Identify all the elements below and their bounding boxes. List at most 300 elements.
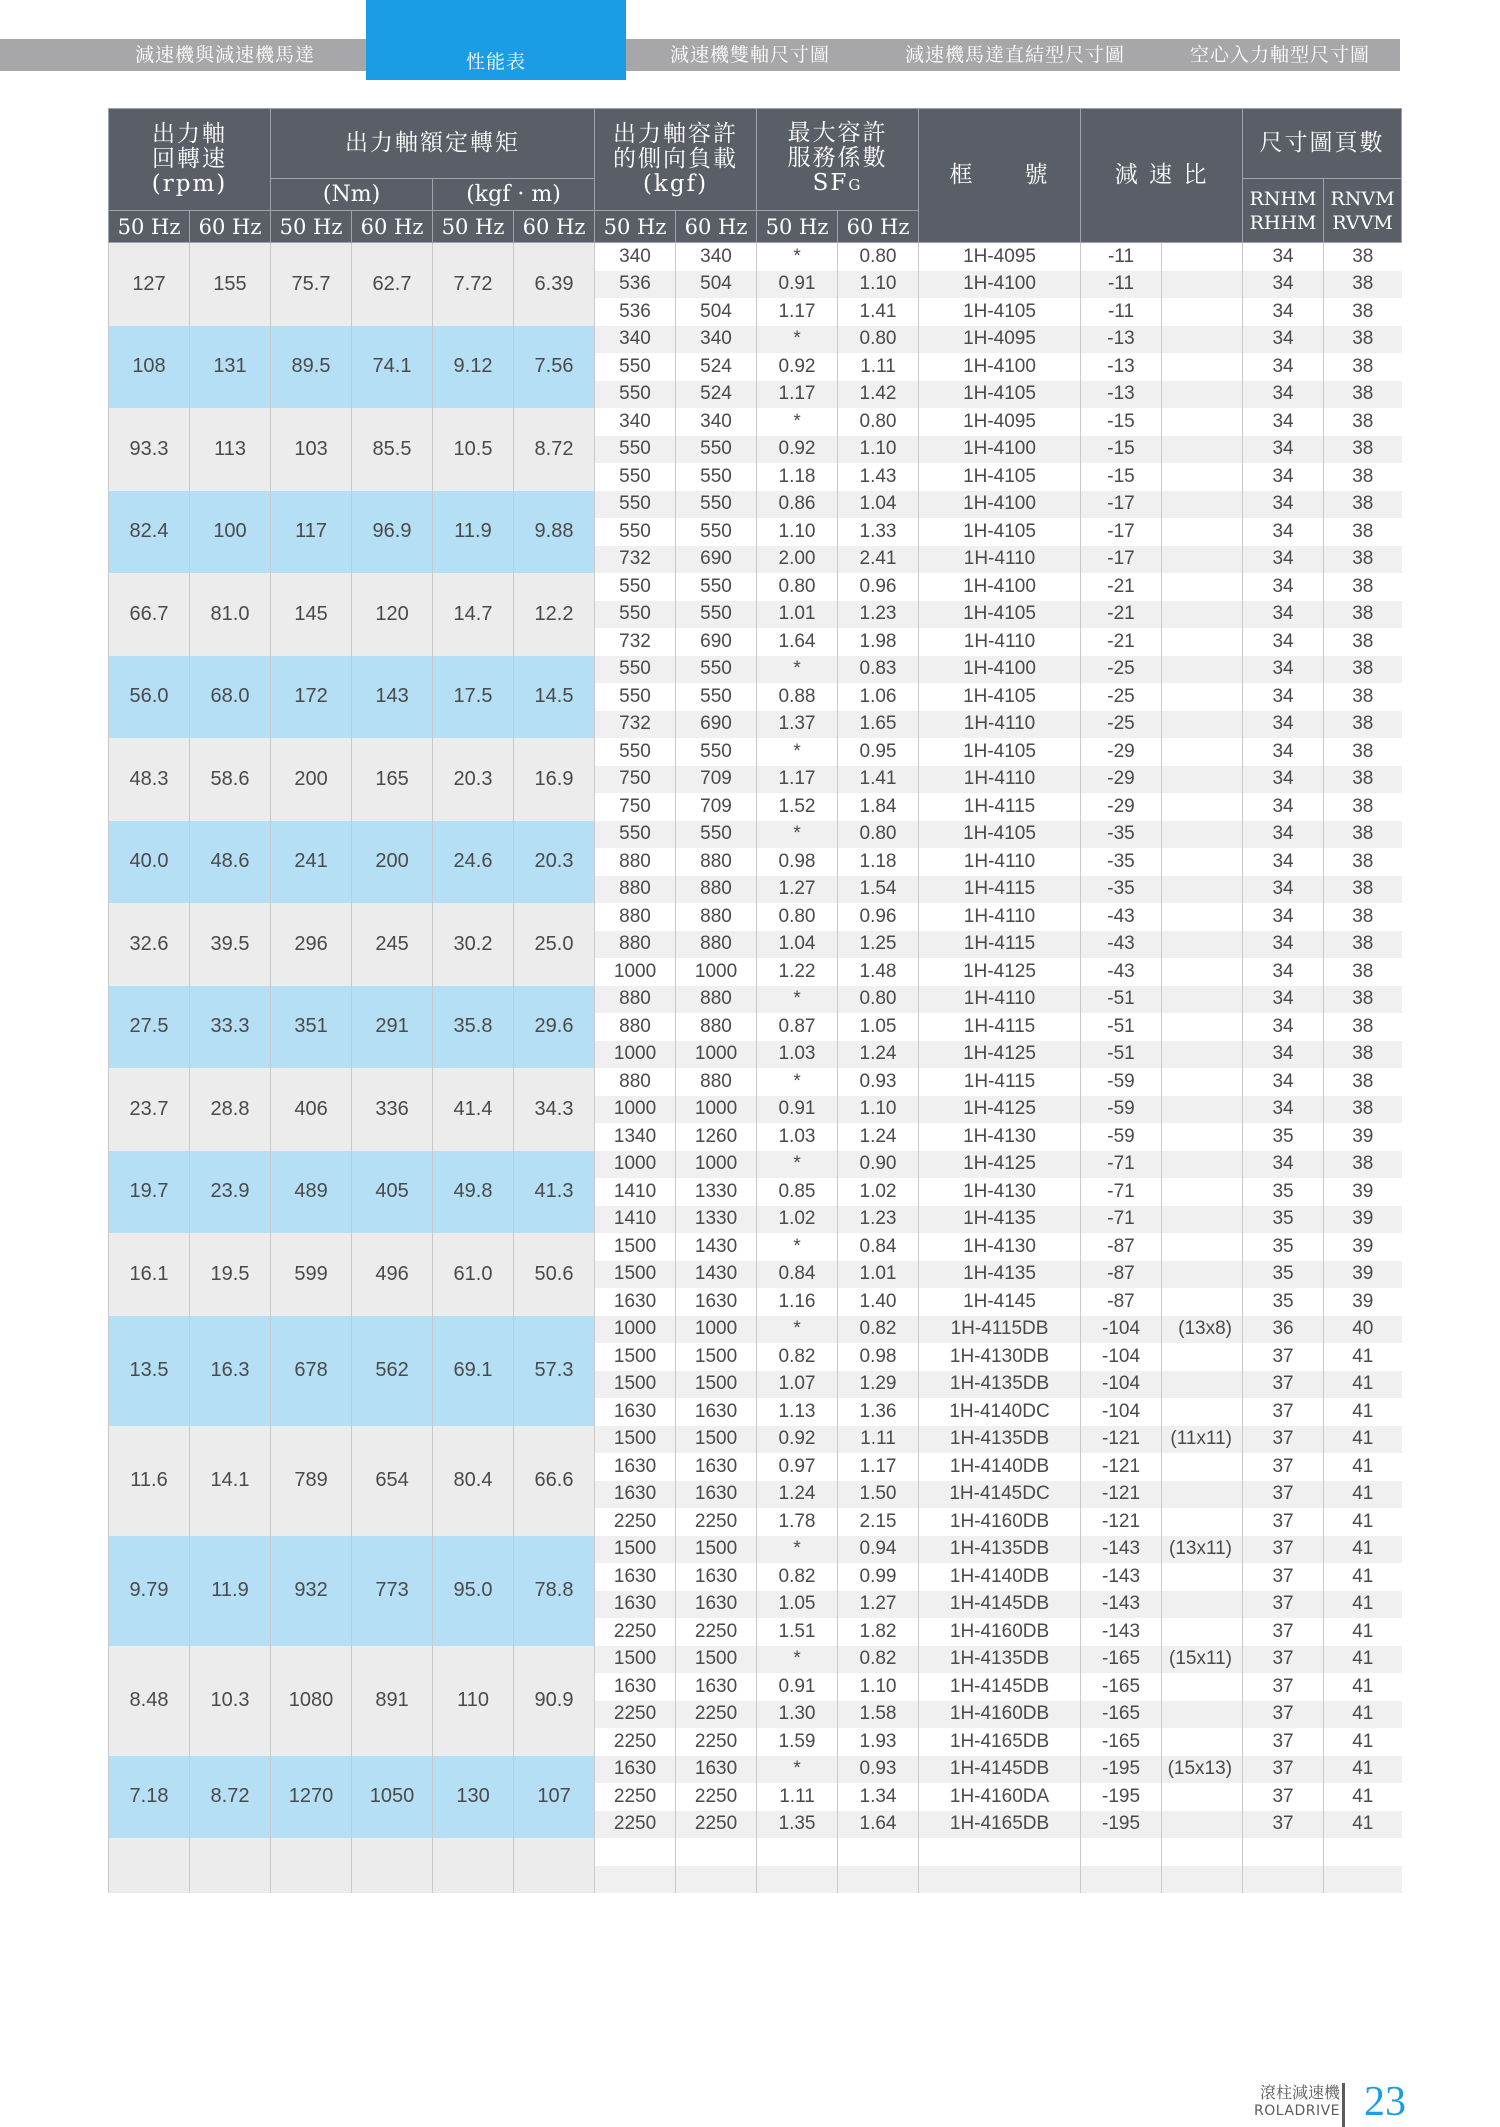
page-horizontal-cell: 34 — [1243, 573, 1324, 601]
sf-60hz-cell: 1.25 — [838, 931, 919, 959]
sf-50hz-cell: * — [757, 1068, 838, 1096]
page-vertical-cell: 38 — [1324, 738, 1402, 766]
sf-50hz-cell: 1.17 — [757, 766, 838, 794]
frame-number-cell: 1H-4115DB — [919, 1316, 1081, 1344]
load-50hz-cell: 880 — [595, 931, 676, 959]
torque-kgf-50hz-cell: 110 — [433, 1646, 514, 1756]
frame-number-cell: 1H-4160DB — [919, 1701, 1081, 1729]
ratio-cell: -195 — [1081, 1783, 1162, 1811]
load-50hz-cell: 880 — [595, 986, 676, 1014]
empty-cell — [109, 1838, 190, 1866]
ratio-cell: -11 — [1081, 271, 1162, 299]
load-60hz-cell: 340 — [676, 408, 757, 436]
speed-50hz-cell: 7.18 — [109, 1756, 190, 1839]
frame-number-cell: 1H-4125 — [919, 1151, 1081, 1179]
page-horizontal-cell: 34 — [1243, 546, 1324, 574]
sf-60hz-cell: 1.10 — [838, 436, 919, 464]
sf-60hz-cell: 1.50 — [838, 1481, 919, 1509]
torque-kgf-50hz-cell: 14.7 — [433, 573, 514, 656]
ratio-note-cell — [1162, 518, 1243, 546]
page-horizontal-cell: 37 — [1243, 1591, 1324, 1619]
ratio-cell: -195 — [1081, 1756, 1162, 1784]
speed-60hz-cell: 113 — [190, 408, 271, 491]
sf-60hz-cell: 1.36 — [838, 1398, 919, 1426]
empty-cell — [433, 1866, 514, 1894]
load-50hz-cell: 340 — [595, 326, 676, 354]
page-horizontal-cell: 34 — [1243, 601, 1324, 629]
tab-hollow-input-dimensions[interactable]: 空心入力軸型尺寸圖 — [1189, 44, 1370, 66]
ratio-cell: -15 — [1081, 463, 1162, 491]
page-horizontal-cell: 34 — [1243, 436, 1324, 464]
brand-chinese: 滾柱減速機 — [1260, 2083, 1341, 2102]
ratio-note-cell — [1162, 903, 1243, 931]
load-60hz-header: 60 Hz — [676, 211, 757, 243]
torque-nm-50hz-cell: 117 — [271, 491, 352, 574]
empty-cell — [757, 1838, 838, 1866]
load-60hz-cell: 550 — [676, 573, 757, 601]
load-60hz-cell: 690 — [676, 711, 757, 739]
torque-kgf-50hz-cell: 24.6 — [433, 821, 514, 904]
load-50hz-cell: 1630 — [595, 1288, 676, 1316]
page-horizontal-cell: 37 — [1243, 1426, 1324, 1454]
page-vertical-cell: 41 — [1324, 1673, 1402, 1701]
torque-kgf-60hz-cell: 12.2 — [514, 573, 595, 656]
ratio-note-cell — [1162, 1178, 1243, 1206]
load-60hz-cell: 880 — [676, 1068, 757, 1096]
load-50hz-cell: 550 — [595, 601, 676, 629]
page-horizontal-cell: 34 — [1243, 821, 1324, 849]
sf-60hz-cell: 1.41 — [838, 298, 919, 326]
speed-60hz-cell: 28.8 — [190, 1068, 271, 1151]
sf-50hz-cell: 1.07 — [757, 1371, 838, 1399]
sf-50hz-cell: 1.52 — [757, 793, 838, 821]
torque-nm-60hz-cell: 562 — [352, 1316, 433, 1426]
page-horizontal-cell: 34 — [1243, 848, 1324, 876]
page-horizontal-cell: 34 — [1243, 1068, 1324, 1096]
page-vertical-cell: 38 — [1324, 931, 1402, 959]
load-60hz-cell: 1630 — [676, 1288, 757, 1316]
ratio-note-cell — [1162, 573, 1243, 601]
ratio-note-cell — [1162, 1481, 1243, 1509]
load-60hz-cell: 550 — [676, 738, 757, 766]
torque-nm-60hz-cell: 165 — [352, 738, 433, 821]
ratio-cell: -165 — [1081, 1646, 1162, 1674]
sf-60hz-cell: 1.23 — [838, 1206, 919, 1234]
frame-number-cell: 1H-4130DB — [919, 1343, 1081, 1371]
page-horizontal-cell: 36 — [1243, 1316, 1324, 1344]
load-60hz-cell: 690 — [676, 546, 757, 574]
frame-number-cell: 1H-4100 — [919, 573, 1081, 601]
sf-50hz-cell: * — [757, 1756, 838, 1784]
page-vertical-cell: 38 — [1324, 1151, 1402, 1179]
page-vertical-cell: 41 — [1324, 1508, 1402, 1536]
page-horizontal-cell: 34 — [1243, 1013, 1324, 1041]
torque-kgf-50hz-cell: 130 — [433, 1756, 514, 1839]
torque-kgf-50hz-cell: 10.5 — [433, 408, 514, 491]
sf-60hz-cell: 0.96 — [838, 573, 919, 601]
page-vertical-cell: 41 — [1324, 1646, 1402, 1674]
ratio-cell: -104 — [1081, 1316, 1162, 1344]
frame-number-cell: 1H-4140DC — [919, 1398, 1081, 1426]
page-horizontal-cell: 34 — [1243, 986, 1324, 1014]
page-vertical-cell: 41 — [1324, 1563, 1402, 1591]
sf-60hz-cell: 0.98 — [838, 1343, 919, 1371]
torque-nm-60hz-cell: 200 — [352, 821, 433, 904]
page-horizontal-cell: 37 — [1243, 1481, 1324, 1509]
load-50hz-cell: 1500 — [595, 1646, 676, 1674]
frame-number-cell: 1H-4160DA — [919, 1783, 1081, 1811]
sf-50hz-cell: * — [757, 1316, 838, 1344]
frame-number-cell: 1H-4100 — [919, 656, 1081, 684]
sf-60hz-cell: 1.82 — [838, 1618, 919, 1646]
table-row — [109, 243, 1402, 271]
frame-number-cell: 1H-4125 — [919, 958, 1081, 986]
frame-number-cell: 1H-4105 — [919, 463, 1081, 491]
page-vertical-cell: 38 — [1324, 1096, 1402, 1124]
frame-number-cell: 1H-4110 — [919, 986, 1081, 1014]
ratio-cell: -17 — [1081, 491, 1162, 519]
load-50hz-cell: 1500 — [595, 1371, 676, 1399]
frame-number-cell: 1H-4140DB — [919, 1563, 1081, 1591]
sf-50hz-cell: * — [757, 326, 838, 354]
speed-50hz-cell: 16.1 — [109, 1233, 190, 1316]
page-horizontal-cell: 37 — [1243, 1728, 1324, 1756]
ratio-note-cell: (15x13) — [1162, 1756, 1243, 1784]
speed-50hz-cell: 127 — [109, 243, 190, 326]
tab-direct-coupled-dimensions[interactable]: 減速機馬達直結型尺寸圖 — [904, 44, 1125, 66]
load-50hz-cell: 2250 — [595, 1701, 676, 1729]
page-horizontal-cell: 37 — [1243, 1701, 1324, 1729]
page-vertical-cell: 38 — [1324, 793, 1402, 821]
table-row — [109, 1646, 1402, 1674]
ratio-cell: -29 — [1081, 738, 1162, 766]
page-vertical-cell: 41 — [1324, 1783, 1402, 1811]
tab-performance[interactable]: 性能表 — [366, 0, 626, 80]
empty-cell — [271, 1866, 352, 1894]
page-vertical-cell: 38 — [1324, 436, 1402, 464]
page-vertical-cell: 38 — [1324, 491, 1402, 519]
ratio-cell: -15 — [1081, 408, 1162, 436]
table-row — [109, 656, 1402, 684]
sf-50hz-cell: * — [757, 986, 838, 1014]
page-vertical-cell: 38 — [1324, 903, 1402, 931]
sf-50hz-cell: 1.03 — [757, 1041, 838, 1069]
sf-50hz-cell: 0.88 — [757, 683, 838, 711]
page-vertical-cell: 38 — [1324, 711, 1402, 739]
ratio-note-cell — [1162, 1783, 1243, 1811]
speed-60hz-cell: 33.3 — [190, 986, 271, 1069]
sf-50hz-cell: * — [757, 1233, 838, 1261]
sf-50hz-cell: 0.82 — [757, 1343, 838, 1371]
page-vertical-cell: 39 — [1324, 1233, 1402, 1261]
empty-cell — [838, 1838, 919, 1866]
torque-nm-50hz-cell: 351 — [271, 986, 352, 1069]
sf-50hz-cell: 0.84 — [757, 1261, 838, 1289]
load-50hz-cell: 732 — [595, 711, 676, 739]
torque-nm-50hz-cell: 489 — [271, 1151, 352, 1234]
frame-number-cell: 1H-4100 — [919, 271, 1081, 299]
ratio-cell: -51 — [1081, 986, 1162, 1014]
frame-number-cell: 1H-4105 — [919, 821, 1081, 849]
sf-60hz-cell: 1.65 — [838, 711, 919, 739]
sf-50hz-cell: 0.87 — [757, 1013, 838, 1041]
ratio-note-cell — [1162, 986, 1243, 1014]
page-horizontal-cell: 34 — [1243, 1041, 1324, 1069]
ratio-cell: -143 — [1081, 1591, 1162, 1619]
load-60hz-cell: 1330 — [676, 1206, 757, 1234]
page-vertical-cell: 39 — [1324, 1206, 1402, 1234]
torque-kgf-60hz-cell: 9.88 — [514, 491, 595, 574]
load-50hz-cell: 2250 — [595, 1508, 676, 1536]
load-50hz-cell: 750 — [595, 766, 676, 794]
load-50hz-cell: 1000 — [595, 1316, 676, 1344]
frame-number-cell: 1H-4110 — [919, 766, 1081, 794]
sf-50hz-cell: 0.91 — [757, 1673, 838, 1701]
torque-kgf-50hz-cell: 17.5 — [433, 656, 514, 739]
page-vertical-cell: 39 — [1324, 1288, 1402, 1316]
load-60hz-cell: 524 — [676, 381, 757, 409]
load-60hz-cell: 880 — [676, 848, 757, 876]
speed-50hz-cell: 48.3 — [109, 738, 190, 821]
sf-50hz-cell: 1.13 — [757, 1398, 838, 1426]
ratio-note-cell — [1162, 848, 1243, 876]
load-60hz-cell: 1330 — [676, 1178, 757, 1206]
ratio-cell: -43 — [1081, 931, 1162, 959]
frame-number-cell: 1H-4115 — [919, 1068, 1081, 1096]
sf-60hz-cell: 0.80 — [838, 408, 919, 436]
torque-nm-50hz-cell: 241 — [271, 821, 352, 904]
torque-nm-50hz-cell: 678 — [271, 1316, 352, 1426]
speed-60hz-cell: 155 — [190, 243, 271, 326]
empty-cell — [919, 1866, 1081, 1894]
ratio-cell: -104 — [1081, 1371, 1162, 1399]
speed-60hz-cell: 81.0 — [190, 573, 271, 656]
load-60hz-cell: 709 — [676, 766, 757, 794]
sf-50hz-cell: 0.85 — [757, 1178, 838, 1206]
torque-nm-60hz-cell: 654 — [352, 1426, 433, 1536]
sf-50hz-cell: * — [757, 656, 838, 684]
empty-cell — [514, 1838, 595, 1866]
sf-50hz-cell: 1.37 — [757, 711, 838, 739]
speed-60hz-cell: 131 — [190, 326, 271, 409]
table-row — [109, 573, 1402, 601]
ratio-note-cell — [1162, 546, 1243, 574]
ratio-note-cell — [1162, 1811, 1243, 1839]
frame-number-cell: 1H-4105 — [919, 683, 1081, 711]
torque-kgf-60hz-cell: 14.5 — [514, 656, 595, 739]
ratio-note-cell — [1162, 271, 1243, 299]
torque-kgf-60hz-cell: 16.9 — [514, 738, 595, 821]
load-50hz-cell: 550 — [595, 381, 676, 409]
speed-60hz-cell: 23.9 — [190, 1151, 271, 1234]
torque-nm-60hz-cell: 85.5 — [352, 408, 433, 491]
torque-nm-60hz-cell: 1050 — [352, 1756, 433, 1839]
load-60hz-cell: 1630 — [676, 1398, 757, 1426]
sf-50hz-cell: 1.03 — [757, 1123, 838, 1151]
ratio-cell: -17 — [1081, 546, 1162, 574]
load-50hz-header: 50 Hz — [595, 211, 676, 243]
sf-60hz-cell: 0.99 — [838, 1563, 919, 1591]
ratio-cell: -143 — [1081, 1563, 1162, 1591]
load-60hz-cell: 1000 — [676, 1316, 757, 1344]
load-50hz-cell: 1500 — [595, 1343, 676, 1371]
load-50hz-cell: 1630 — [595, 1481, 676, 1509]
torque-kgf-50hz-cell: 30.2 — [433, 903, 514, 986]
load-50hz-cell: 550 — [595, 821, 676, 849]
ratio-note-cell — [1162, 436, 1243, 464]
ratio-note-cell: (13x8) — [1162, 1316, 1243, 1344]
sf-60hz-cell: 0.94 — [838, 1536, 919, 1564]
load-60hz-cell: 550 — [676, 436, 757, 464]
performance-sheet — [108, 108, 1400, 1976]
sf-60hz-cell: 0.82 — [838, 1646, 919, 1674]
page-vertical-cell: 38 — [1324, 243, 1402, 271]
speed-60hz-cell: 100 — [190, 491, 271, 574]
load-50hz-cell: 550 — [595, 463, 676, 491]
torque-nm-50hz-cell: 172 — [271, 656, 352, 739]
table-body — [109, 243, 1402, 1894]
load-60hz-cell: 1000 — [676, 1041, 757, 1069]
frame-number-cell: 1H-4110 — [919, 546, 1081, 574]
torque-kgf-50hz-cell: 61.0 — [433, 1233, 514, 1316]
speed-50hz-cell: 56.0 — [109, 656, 190, 739]
tab-reducer-motor[interactable]: 減速機與減速機馬達 — [134, 44, 315, 66]
ratio-note-cell — [1162, 1618, 1243, 1646]
page-horizontal-cell: 37 — [1243, 1563, 1324, 1591]
load-60hz-cell: 550 — [676, 518, 757, 546]
page-horizontal-cell: 34 — [1243, 518, 1324, 546]
sf-50hz-cell: 0.92 — [757, 1426, 838, 1454]
page-horizontal-cell: 34 — [1243, 271, 1324, 299]
torque-nm-50hz-cell: 1270 — [271, 1756, 352, 1839]
page-horizontal-cell: 37 — [1243, 1756, 1324, 1784]
torque-nm-50hz-cell: 1080 — [271, 1646, 352, 1756]
speed-60hz-cell: 68.0 — [190, 656, 271, 739]
page-horizontal-cell: 34 — [1243, 1151, 1324, 1179]
ratio-note-cell — [1162, 1371, 1243, 1399]
load-50hz-cell: 340 — [595, 243, 676, 271]
ratio-note-cell — [1162, 1041, 1243, 1069]
ratio-note-cell — [1162, 601, 1243, 629]
load-60hz-cell: 880 — [676, 986, 757, 1014]
empty-cell — [1324, 1866, 1402, 1894]
ratio-note-cell — [1162, 1343, 1243, 1371]
page-horizontal-cell: 37 — [1243, 1508, 1324, 1536]
frame-number-cell: 1H-4130 — [919, 1233, 1081, 1261]
torque-nm-50hz-cell: 75.7 — [271, 243, 352, 326]
sf-50hz-cell: 1.01 — [757, 601, 838, 629]
frame-number-cell: 1H-4110 — [919, 628, 1081, 656]
sf-50hz-cell: 0.97 — [757, 1453, 838, 1481]
torque-kgf-50hz-cell: 20.3 — [433, 738, 514, 821]
ratio-cell: -21 — [1081, 573, 1162, 601]
load-60hz-cell: 550 — [676, 683, 757, 711]
empty-cell — [757, 1866, 838, 1894]
ratio-cell: -71 — [1081, 1206, 1162, 1234]
torque-kgf-50hz-cell: 35.8 — [433, 986, 514, 1069]
torque-nm-50hz-cell: 789 — [271, 1426, 352, 1536]
load-50hz-cell: 1630 — [595, 1398, 676, 1426]
sf-60hz-cell: 1.24 — [838, 1123, 919, 1151]
sf-60hz-cell: 1.17 — [838, 1453, 919, 1481]
torque-nm-60hz-cell: 773 — [352, 1536, 433, 1646]
sf-60hz-cell: 0.83 — [838, 656, 919, 684]
frame-number-cell: 1H-4130 — [919, 1123, 1081, 1151]
empty-cell — [676, 1838, 757, 1866]
ratio-cell: -21 — [1081, 628, 1162, 656]
load-60hz-cell: 1430 — [676, 1261, 757, 1289]
load-50hz-cell: 1340 — [595, 1123, 676, 1151]
sf-60hz-cell: 1.41 — [838, 766, 919, 794]
torque-kgf-60hz-cell: 90.9 — [514, 1646, 595, 1756]
table-row — [109, 1426, 1402, 1454]
ratio-note-cell — [1162, 793, 1243, 821]
page-horizontal-cell: 35 — [1243, 1288, 1324, 1316]
page-vertical-cell: 41 — [1324, 1811, 1402, 1839]
torque-nm-60hz-cell: 120 — [352, 573, 433, 656]
load-50hz-cell: 2250 — [595, 1618, 676, 1646]
page-vertical-cell: 38 — [1324, 766, 1402, 794]
page-horizontal-cell: 35 — [1243, 1178, 1324, 1206]
tab-dual-shaft-dimensions[interactable]: 減速機雙軸尺寸圖 — [669, 44, 830, 66]
load-60hz-cell: 550 — [676, 656, 757, 684]
load-60hz-cell: 1260 — [676, 1123, 757, 1151]
speed-50hz-cell: 40.0 — [109, 821, 190, 904]
empty-cell — [919, 1838, 1081, 1866]
speed-60hz-cell: 11.9 — [190, 1536, 271, 1646]
page-horizontal-cell: 37 — [1243, 1811, 1324, 1839]
load-60hz-cell: 550 — [676, 463, 757, 491]
speed-50hz-cell: 32.6 — [109, 903, 190, 986]
sf-50hz-cell: 1.35 — [757, 1811, 838, 1839]
sf-50hz-cell: 1.17 — [757, 298, 838, 326]
ratio-cell: -51 — [1081, 1041, 1162, 1069]
frame-number-cell: 1H-4105 — [919, 738, 1081, 766]
sf-60hz-cell: 0.80 — [838, 243, 919, 271]
ratio-cell: -13 — [1081, 326, 1162, 354]
frame-number-cell: 1H-4105 — [919, 381, 1081, 409]
frame-number-cell: 1H-4100 — [919, 491, 1081, 519]
sf-60hz-cell: 1.34 — [838, 1783, 919, 1811]
ratio-note-cell — [1162, 1398, 1243, 1426]
sf-60hz-cell: 1.42 — [838, 381, 919, 409]
load-50hz-cell: 550 — [595, 436, 676, 464]
load-60hz-cell: 550 — [676, 491, 757, 519]
torque-kgf-60hz-cell: 8.72 — [514, 408, 595, 491]
page-vertical-cell: 41 — [1324, 1591, 1402, 1619]
torque-nm-60hz-cell: 496 — [352, 1233, 433, 1316]
torque-kgf-50hz-cell: 80.4 — [433, 1426, 514, 1536]
load-50hz-cell: 1630 — [595, 1673, 676, 1701]
sf-60hz-cell: 1.23 — [838, 601, 919, 629]
frame-number-cell: 1H-4160DB — [919, 1618, 1081, 1646]
ratio-cell: -87 — [1081, 1233, 1162, 1261]
ratio-note-cell — [1162, 1233, 1243, 1261]
load-60hz-cell: 1500 — [676, 1343, 757, 1371]
ratio-cell: -25 — [1081, 656, 1162, 684]
ratio-cell: -165 — [1081, 1673, 1162, 1701]
torque-kgf-unit: (kgf · m) — [433, 179, 595, 211]
sf-60hz-cell: 1.29 — [838, 1371, 919, 1399]
table-header — [109, 109, 1402, 243]
page-vertical-cell: 38 — [1324, 546, 1402, 574]
torque-nm-50hz-cell: 103 — [271, 408, 352, 491]
sf-60hz-cell: 0.93 — [838, 1756, 919, 1784]
ratio-note-cell — [1162, 408, 1243, 436]
load-50hz-cell: 880 — [595, 848, 676, 876]
page-vertical-cell: 41 — [1324, 1371, 1402, 1399]
ratio-cell: -165 — [1081, 1728, 1162, 1756]
